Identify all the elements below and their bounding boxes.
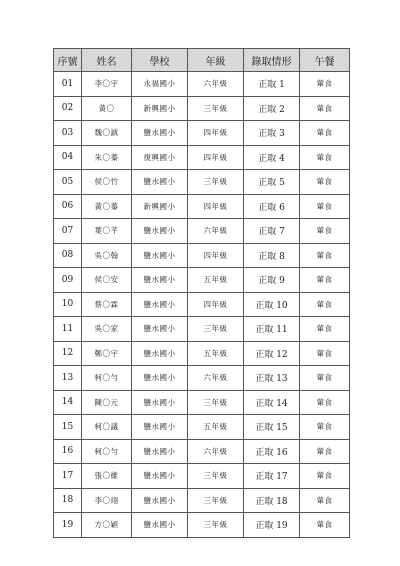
student-name-cell: 柯〇勻	[82, 366, 132, 391]
grade-cell: 三年級	[188, 170, 244, 195]
header-cell-serial-number: 序號	[54, 49, 82, 72]
table-row	[54, 219, 350, 244]
admission-status-cell: 正取 15	[244, 415, 300, 440]
grade-cell: 六年級	[188, 439, 244, 464]
lunch-cell: 葷食	[300, 243, 350, 268]
school-cell: 鹽水國小	[132, 292, 188, 317]
serial-number-cell: 11	[54, 317, 82, 342]
grade-cell: 三年級	[188, 96, 244, 121]
admission-status-cell: 正取 4	[244, 145, 300, 170]
table-row	[54, 72, 350, 97]
table-row	[54, 488, 350, 513]
serial-number-cell: 15	[54, 415, 82, 440]
table-row	[54, 243, 350, 268]
school-cell: 新興國小	[132, 96, 188, 121]
admission-status-cell: 正取 2	[244, 96, 300, 121]
student-name-cell: 柯〇議	[82, 415, 132, 440]
lunch-cell: 葷食	[300, 366, 350, 391]
school-cell: 鹽水國小	[132, 317, 188, 342]
admission-status-cell: 正取 9	[244, 268, 300, 293]
table-row	[54, 145, 350, 170]
student-name-cell: 魏〇誠	[82, 121, 132, 146]
serial-number-cell: 18	[54, 488, 82, 513]
lunch-cell: 葷食	[300, 341, 350, 366]
table-row	[54, 464, 350, 489]
grade-cell: 三年級	[188, 513, 244, 538]
grade-cell: 四年級	[188, 194, 244, 219]
header-cell-school: 學校	[132, 49, 188, 72]
school-cell: 鹽水國小	[132, 341, 188, 366]
serial-number-cell: 14	[54, 390, 82, 415]
serial-number-cell: 04	[54, 145, 82, 170]
serial-number-cell: 06	[54, 194, 82, 219]
student-name-cell: 方〇穎	[82, 513, 132, 538]
school-cell: 鹽水國小	[132, 219, 188, 244]
school-cell: 永福國小	[132, 72, 188, 97]
lunch-cell: 葷食	[300, 439, 350, 464]
grade-cell: 三年級	[188, 488, 244, 513]
student-name-cell: 柯〇勻	[82, 439, 132, 464]
table-row	[54, 317, 350, 342]
table-row	[54, 268, 350, 293]
header-row	[54, 49, 350, 72]
table-row	[54, 170, 350, 195]
admission-status-cell: 正取 10	[244, 292, 300, 317]
student-name-cell: 吳〇翰	[82, 243, 132, 268]
admission-status-cell: 正取 8	[244, 243, 300, 268]
school-cell: 鹽水國小	[132, 390, 188, 415]
grade-cell: 四年級	[188, 292, 244, 317]
serial-number-cell: 02	[54, 96, 82, 121]
table-header	[54, 49, 350, 72]
admission-status-cell: 正取 3	[244, 121, 300, 146]
header-cell-grade: 年級	[188, 49, 244, 72]
serial-number-cell: 01	[54, 72, 82, 97]
student-name-cell: 蔡〇霖	[82, 292, 132, 317]
admission-status-cell: 正取 18	[244, 488, 300, 513]
serial-number-cell: 19	[54, 513, 82, 538]
table-row	[54, 366, 350, 391]
enrollment-table	[53, 48, 350, 538]
student-name-cell: 黃〇	[82, 96, 132, 121]
lunch-cell: 葷食	[300, 488, 350, 513]
serial-number-cell: 07	[54, 219, 82, 244]
admission-status-cell: 正取 14	[244, 390, 300, 415]
grade-cell: 六年級	[188, 366, 244, 391]
header-cell-admission-status: 錄取情形	[244, 49, 300, 72]
lunch-cell: 葷食	[300, 219, 350, 244]
student-name-cell: 陳〇元	[82, 390, 132, 415]
serial-number-cell: 05	[54, 170, 82, 195]
grade-cell: 六年級	[188, 219, 244, 244]
header-cell-lunch: 午餐	[300, 49, 350, 72]
student-name-cell: 黃〇蓁	[82, 194, 132, 219]
table-row	[54, 415, 350, 440]
school-cell: 鹽水國小	[132, 268, 188, 293]
student-name-cell: 吳〇家	[82, 317, 132, 342]
table-row	[54, 194, 350, 219]
table-row	[54, 96, 350, 121]
student-name-cell: 侯〇竹	[82, 170, 132, 195]
student-name-cell: 鄭〇宇	[82, 341, 132, 366]
lunch-cell: 葷食	[300, 145, 350, 170]
student-name-cell: 李〇宇	[82, 72, 132, 97]
admission-status-cell: 正取 7	[244, 219, 300, 244]
serial-number-cell: 08	[54, 243, 82, 268]
lunch-cell: 葷食	[300, 390, 350, 415]
student-name-cell: 葉〇芊	[82, 219, 132, 244]
school-cell: 新興國小	[132, 194, 188, 219]
serial-number-cell: 09	[54, 268, 82, 293]
admission-status-cell: 正取 19	[244, 513, 300, 538]
grade-cell: 四年級	[188, 145, 244, 170]
serial-number-cell: 12	[54, 341, 82, 366]
lunch-cell: 葷食	[300, 96, 350, 121]
school-cell: 鹽水國小	[132, 170, 188, 195]
school-cell: 鹽水國小	[132, 513, 188, 538]
grade-cell: 六年級	[188, 72, 244, 97]
lunch-cell: 葷食	[300, 121, 350, 146]
table-row	[54, 121, 350, 146]
school-cell: 鹽水國小	[132, 464, 188, 489]
table-row	[54, 439, 350, 464]
table-row	[54, 292, 350, 317]
lunch-cell: 葷食	[300, 415, 350, 440]
table-row	[54, 390, 350, 415]
header-cell-name: 姓名	[82, 49, 132, 72]
lunch-cell: 葷食	[300, 464, 350, 489]
grade-cell: 五年級	[188, 415, 244, 440]
serial-number-cell: 17	[54, 464, 82, 489]
lunch-cell: 葷食	[300, 194, 350, 219]
grade-cell: 三年級	[188, 317, 244, 342]
student-name-cell: 朱〇蓁	[82, 145, 132, 170]
student-name-cell: 李〇翊	[82, 488, 132, 513]
grade-cell: 四年級	[188, 121, 244, 146]
lunch-cell: 葷食	[300, 268, 350, 293]
student-name-cell: 張〇維	[82, 464, 132, 489]
table-row	[54, 513, 350, 538]
lunch-cell: 葷食	[300, 72, 350, 97]
grade-cell: 五年級	[188, 341, 244, 366]
school-cell: 復興國小	[132, 145, 188, 170]
admission-status-cell: 正取 11	[244, 317, 300, 342]
table-body	[54, 72, 350, 538]
admission-status-cell: 正取 13	[244, 366, 300, 391]
lunch-cell: 葷食	[300, 317, 350, 342]
admission-status-cell: 正取 17	[244, 464, 300, 489]
grade-cell: 三年級	[188, 464, 244, 489]
school-cell: 鹽水國小	[132, 366, 188, 391]
school-cell: 鹽水國小	[132, 243, 188, 268]
admission-status-cell: 正取 1	[244, 72, 300, 97]
grade-cell: 五年級	[188, 268, 244, 293]
admission-status-cell: 正取 12	[244, 341, 300, 366]
lunch-cell: 葷食	[300, 513, 350, 538]
lunch-cell: 葷食	[300, 170, 350, 195]
admission-status-cell: 正取 6	[244, 194, 300, 219]
grade-cell: 四年級	[188, 243, 244, 268]
serial-number-cell: 13	[54, 366, 82, 391]
serial-number-cell: 10	[54, 292, 82, 317]
school-cell: 鹽水國小	[132, 415, 188, 440]
serial-number-cell: 16	[54, 439, 82, 464]
serial-number-cell: 03	[54, 121, 82, 146]
grade-cell: 三年級	[188, 390, 244, 415]
school-cell: 鹽水國小	[132, 121, 188, 146]
admission-status-cell: 正取 16	[244, 439, 300, 464]
school-cell: 鹽水國小	[132, 488, 188, 513]
student-name-cell: 侯〇安	[82, 268, 132, 293]
admission-status-cell: 正取 5	[244, 170, 300, 195]
school-cell: 鹽水國小	[132, 439, 188, 464]
table-row	[54, 341, 350, 366]
lunch-cell: 葷食	[300, 292, 350, 317]
